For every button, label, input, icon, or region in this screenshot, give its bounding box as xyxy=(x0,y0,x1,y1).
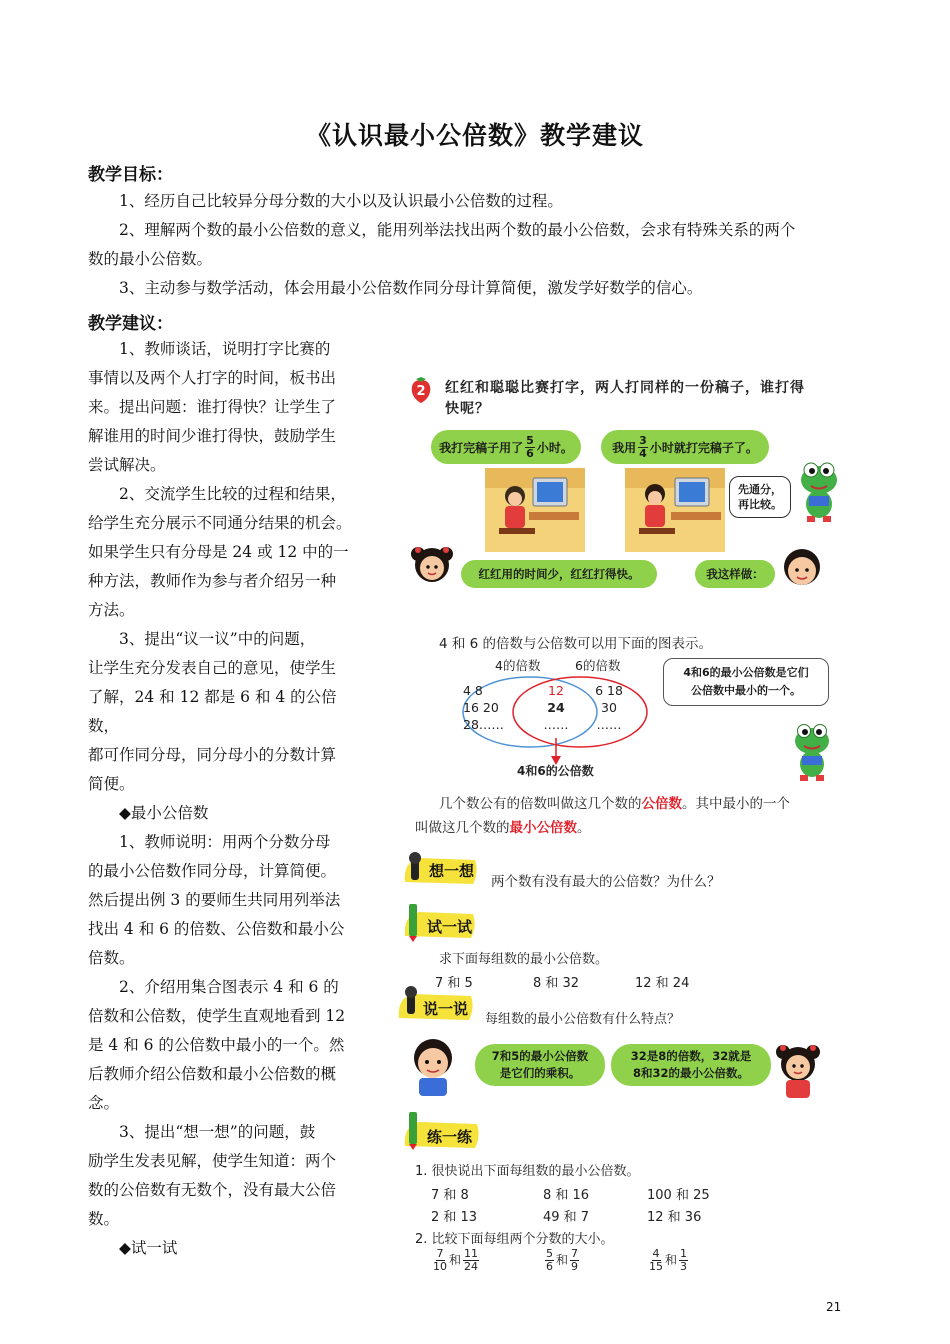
say-text: 每组数的最小公倍数有什么特点？ xyxy=(485,1012,681,1027)
suggest-line: 让学生充分发表自己的意见，使学生 xyxy=(88,659,337,677)
suggest-subheading: ◆试一试 xyxy=(119,1239,178,1257)
venn-value: …… xyxy=(543,717,569,732)
definition-text: 几个数公有的倍数叫做这几个数的 xyxy=(439,796,642,812)
fraction-pair xyxy=(647,1248,690,1273)
suggest-line: 是 4 和 6 的公倍数中最小的一个。然 xyxy=(88,1036,345,1054)
problem-number: 2 xyxy=(416,384,426,399)
suggest-line: 后教师介绍公倍数和最小公倍数的概 xyxy=(88,1065,337,1083)
denominator: 4 xyxy=(639,446,647,460)
fraction xyxy=(649,1248,663,1273)
suggest-line: 3、提出“想一想”的问题，鼓 xyxy=(119,1123,316,1141)
problem-line: 快呢？ xyxy=(445,401,490,417)
think-section-badge xyxy=(401,852,481,888)
frog-icon xyxy=(789,722,835,782)
practice-item: 100 和 25 xyxy=(647,1188,710,1203)
bubble-text: 先通分， xyxy=(738,483,782,496)
bubble-text: 7和5的最小公倍数 xyxy=(491,1049,589,1063)
definition-line-1 xyxy=(439,792,790,812)
bubble-text: 32是8的倍数，32就是 xyxy=(630,1049,752,1063)
numerator: 7 xyxy=(436,1247,444,1260)
suggest-line: 念。 xyxy=(88,1094,120,1112)
and-text: 和 xyxy=(449,1253,462,1267)
think-label: 想一想 xyxy=(429,862,475,880)
suggest-line: 来。提出问题：谁打得快？让学生了 xyxy=(88,398,337,416)
numerator: 1 xyxy=(680,1247,688,1260)
suggest-line: 简便。 xyxy=(88,775,135,793)
speech-bubble-right xyxy=(601,430,769,464)
goal-item-2-cont: 数的最小公倍数。 xyxy=(88,250,213,268)
bubble-text: 我打完稿子用了 xyxy=(439,440,524,455)
denominator: 9 xyxy=(571,1260,579,1273)
suggest-heading: 教学建议： xyxy=(88,314,173,334)
suggest-line: 数。 xyxy=(88,1210,120,1228)
frog-icon xyxy=(795,460,843,524)
fraction xyxy=(570,1248,579,1273)
definition-text: 。其中最小的一个 xyxy=(682,796,790,812)
bubble-text: 小时。 xyxy=(536,440,573,455)
denominator: 10 xyxy=(433,1260,447,1273)
venn-right-values xyxy=(591,682,627,733)
venn-value: 4 8 xyxy=(463,683,483,698)
suggest-line: 种方法，教师作为参与者介绍另一种 xyxy=(88,572,337,590)
practice-item: 12 和 36 xyxy=(647,1210,702,1225)
numerator: 7 xyxy=(571,1247,579,1260)
venn-value: 28…… xyxy=(463,717,504,732)
term-common-multiple: 公倍数 xyxy=(641,796,682,812)
venn-intro: 4 和 6 的倍数与公倍数可以用下面的图表示。 xyxy=(439,636,713,652)
say-section-badge xyxy=(395,986,479,1024)
typing-scene-right xyxy=(625,468,725,552)
practice-item: 8 和 16 xyxy=(543,1188,590,1203)
fraction xyxy=(433,1248,447,1273)
fraction xyxy=(525,435,535,460)
term-lcm: 最小公倍数 xyxy=(509,820,577,836)
goal-item-2: 2、理解两个数的最小公倍数的意义，能用列举法找出两个数的最小公倍数，会求有特殊关系的两个 xyxy=(119,221,796,239)
suggest-line: 倍数。 xyxy=(88,949,135,967)
try-section-badge xyxy=(401,902,481,942)
venn-value: 24 xyxy=(547,700,565,715)
venn-middle-values xyxy=(541,682,571,733)
suggest-line: 倍数和公倍数，使学生直观地看到 12 xyxy=(88,1007,346,1025)
suggest-line: 如果学生只有分母是 24 或 12 中的一 xyxy=(88,543,349,561)
say-bubble-right xyxy=(611,1044,771,1086)
and-text: 和 xyxy=(556,1253,569,1267)
definition-line-2 xyxy=(415,816,591,836)
typing-scene-left xyxy=(485,468,585,552)
numerator: 5 xyxy=(546,1247,553,1260)
venn-left-label: 4的倍数 xyxy=(495,658,541,673)
numerator: 11 xyxy=(464,1247,479,1260)
suggest-line: 了解，24 和 12 都是 6 和 4 的公倍数， xyxy=(88,688,337,735)
fraction xyxy=(545,1248,554,1273)
suggest-line: 方法。 xyxy=(88,601,135,619)
speech-bubble-boy: 我这样做： xyxy=(695,560,775,588)
definition-text: 叫做这几个数的 xyxy=(415,820,510,836)
bubble-text: 再比较。 xyxy=(738,498,782,511)
denominator: 15 xyxy=(649,1260,663,1273)
fraction-pair xyxy=(431,1248,481,1273)
frog-bubble xyxy=(729,476,791,518)
practice-item: 49 和 7 xyxy=(543,1210,590,1225)
suggest-line: 都可作同分母，同分母小的分数计算 xyxy=(88,746,337,764)
strawberry-icon xyxy=(409,376,433,404)
and-text: 和 xyxy=(665,1253,678,1267)
say-label: 说一说 xyxy=(423,1000,469,1018)
fraction xyxy=(638,435,648,460)
fraction xyxy=(463,1248,479,1273)
girl-avatar xyxy=(409,540,455,586)
venn-left-values xyxy=(463,682,504,733)
boy-avatar xyxy=(781,546,823,588)
goal-item-1: 1、经历自己比较异分母分数的大小以及认识最小公倍数的过程。 xyxy=(119,192,563,210)
practice-item: 7 和 8 xyxy=(431,1188,469,1203)
speech-bubble-girl: 红红用的时间少，红红打得快。 xyxy=(461,560,657,588)
try-label: 试一试 xyxy=(427,918,473,936)
try-item: 8 和 32 xyxy=(533,976,580,991)
page-title: 《认识最小公倍数》教学建议 xyxy=(305,121,644,150)
bubble-text: 小时就打完稿子了。 xyxy=(649,440,758,455)
venn-value: 12 xyxy=(548,683,564,698)
suggest-line: 然后提出例 3 的要师生共同用列举法 xyxy=(88,891,341,909)
fraction xyxy=(679,1248,688,1273)
goals-heading: 教学目标： xyxy=(88,165,173,185)
try-text: 求下面每组数的最小公倍数。 xyxy=(439,952,609,967)
venn-bottom-label: 4和6的公倍数 xyxy=(517,764,594,778)
girl-avatar xyxy=(773,1040,823,1100)
venn-value: 30 xyxy=(601,700,617,715)
numerator: 5 xyxy=(526,433,534,447)
suggest-line: 3、提出“议一议”中的问题， xyxy=(119,630,316,648)
suggest-line: 1、教师谈话，说明打字比赛的 xyxy=(119,340,331,358)
denominator: 3 xyxy=(680,1260,688,1273)
suggest-line: 尝试解决。 xyxy=(88,456,166,474)
practice-label: 练一练 xyxy=(427,1128,473,1146)
suggest-line: 数的公倍数有无数个，没有最大公倍 xyxy=(88,1181,337,1199)
denominator: 6 xyxy=(546,1260,553,1273)
problem-text xyxy=(445,378,805,420)
fraction-pair xyxy=(543,1248,581,1273)
boy-avatar xyxy=(407,1036,459,1096)
think-text: 两个数有没有最大的公倍数？为什么？ xyxy=(491,874,721,890)
venn-value: …… xyxy=(596,717,622,732)
definition-text: 。 xyxy=(577,820,591,836)
denominator: 6 xyxy=(526,446,534,460)
suggest-line: 的最小公倍数作同分母，计算简便。 xyxy=(88,862,337,880)
suggest-line: 解谁用的时间少谁打得快，鼓励学生 xyxy=(88,427,337,445)
try-item: 12 和 24 xyxy=(635,976,690,991)
practice-item: 2 和 13 xyxy=(431,1210,478,1225)
denominator: 24 xyxy=(464,1260,479,1273)
suggest-line: 2、介绍用集合图表示 4 和 6 的 xyxy=(119,978,339,996)
goal-item-3: 3、主动参与数学活动，体会用最小公倍数作同分母计算简便，激发学好数学的信心。 xyxy=(119,279,703,297)
speech-bubble-left xyxy=(431,430,581,464)
textbook-panel xyxy=(395,360,870,1290)
suggest-line: 励学生发表见解，使学生知道：两个 xyxy=(88,1152,337,1170)
suggest-line: 事情以及两个人打字的时间，板书出 xyxy=(88,369,337,387)
venn-value: 6 18 xyxy=(595,683,623,698)
suggest-line: 2、交流学生比较的过程和结果， xyxy=(119,485,346,503)
suggest-line: 1、教师说明：用两个分数分母 xyxy=(119,833,331,851)
bubble-text: 公倍数中最小的一个。 xyxy=(691,684,801,697)
bubble-text: 我用 xyxy=(612,440,637,455)
practice-2-text: 2. 比较下面每组两个分数的大小。 xyxy=(415,1232,614,1247)
bubble-text: 是它们的乘积。 xyxy=(499,1066,581,1080)
try-item: 7 和 5 xyxy=(435,976,473,991)
practice-section-badge xyxy=(401,1110,485,1152)
suggest-column xyxy=(88,335,358,1263)
bubble-text: 4和6的最小公倍数是它们 xyxy=(683,666,809,679)
venn-value: 16 20 xyxy=(463,700,499,715)
suggest-line: 找出 4 和 6 的倍数、公倍数和最小公 xyxy=(88,920,345,938)
venn-right-label: 6的倍数 xyxy=(575,658,621,673)
page-number: 21 xyxy=(826,1300,842,1314)
problem-line: 红红和聪聪比赛打字，两人打同样的一份稿子，谁打得 xyxy=(445,380,805,396)
say-bubble-left xyxy=(475,1044,605,1086)
bubble-text: 8和32的最小公倍数。 xyxy=(632,1066,749,1080)
numerator: 3 xyxy=(639,433,647,447)
practice-1-text: 1. 很快说出下面每组数的最小公倍数。 xyxy=(415,1164,640,1179)
suggest-subheading: ◆最小公倍数 xyxy=(119,804,209,822)
suggest-line: 给学生充分展示不同通分结果的机会。 xyxy=(88,514,352,532)
numerator: 4 xyxy=(652,1247,660,1260)
venn-note-bubble xyxy=(663,658,829,706)
